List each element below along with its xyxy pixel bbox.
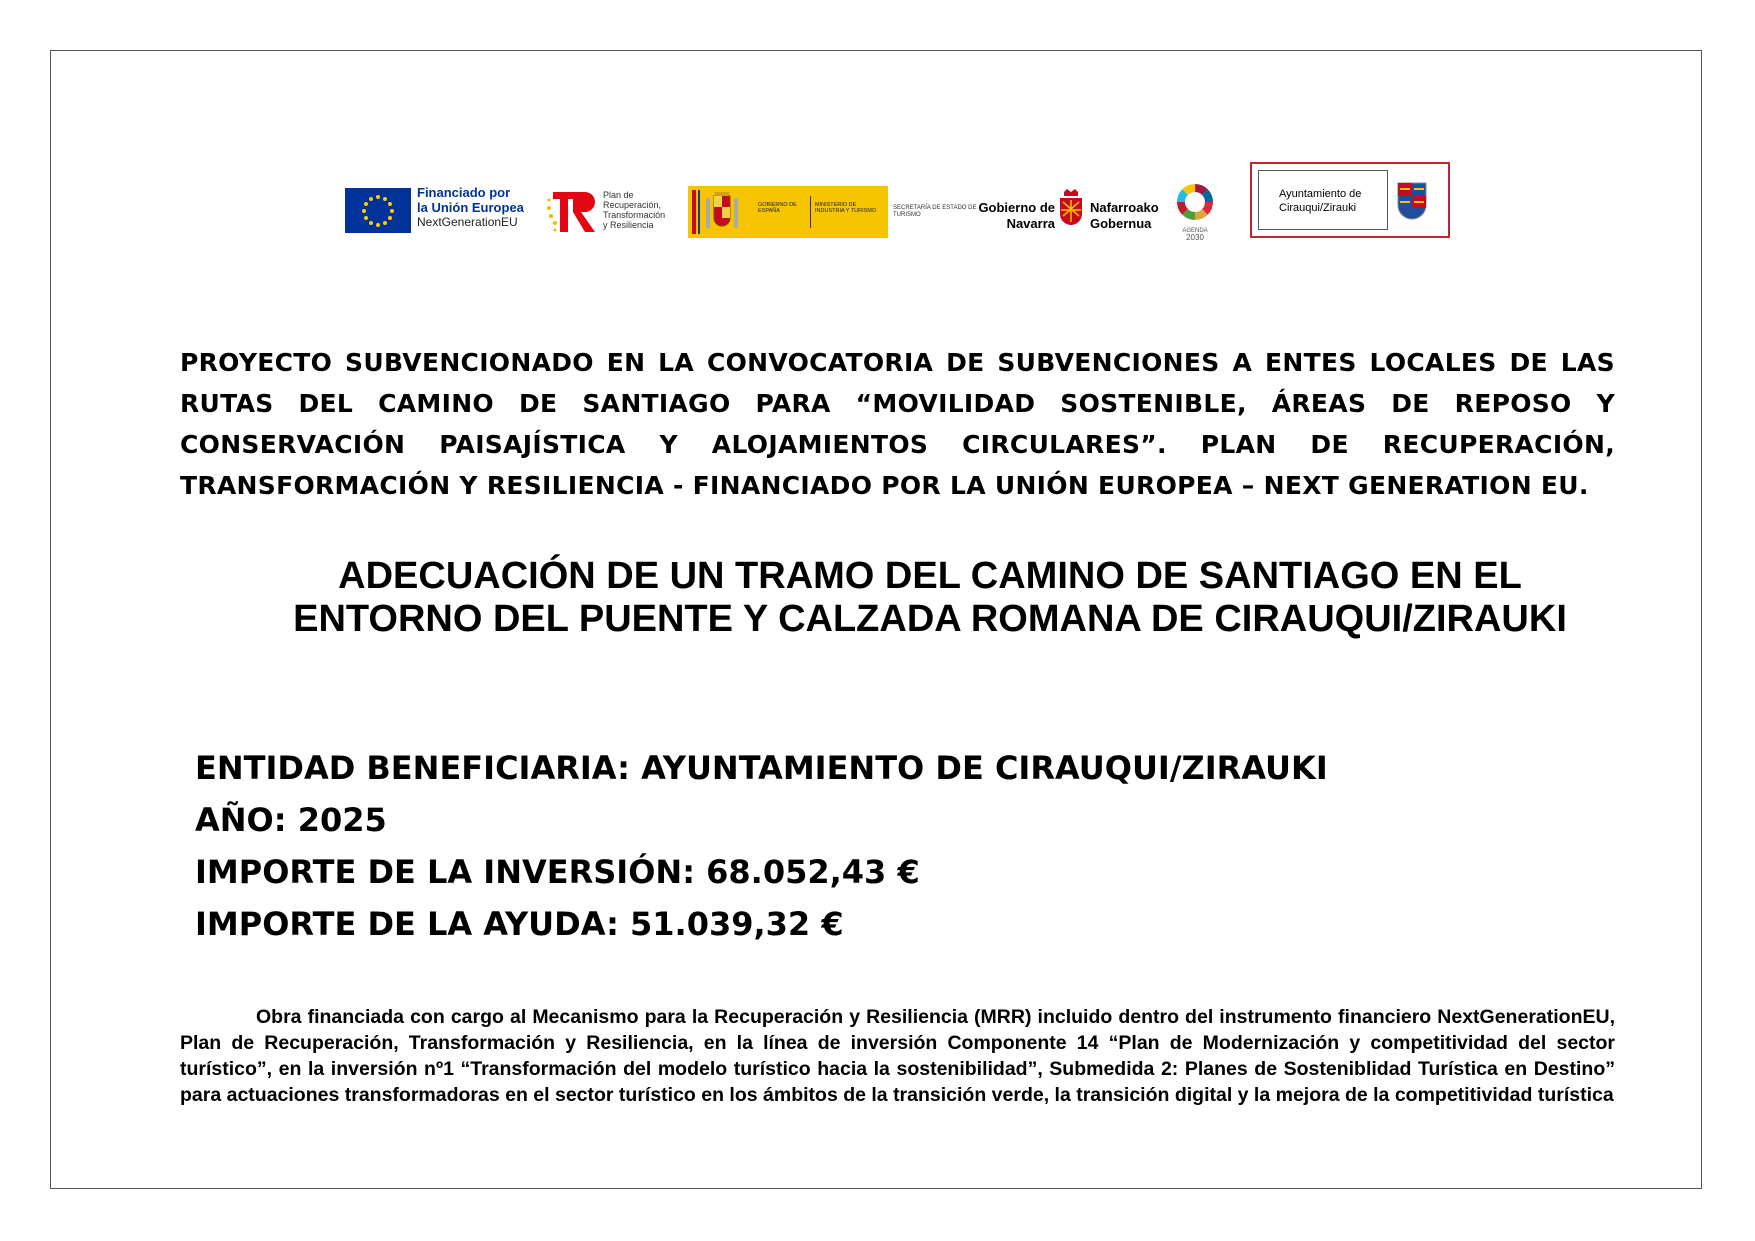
importe-ayuda: IMPORTE DE LA AYUDA: 51.039,32 € bbox=[195, 905, 844, 943]
importe-inversion: IMPORTE DE LA INVERSIÓN: 68.052,43 € bbox=[195, 853, 920, 891]
agenda-label: AGENDA bbox=[1182, 228, 1208, 234]
entidad-beneficiaria: ENTIDAD BENEFICIARIA: AYUNTAMIENTO DE CIRAUQUI/ZIRAUKI bbox=[195, 749, 1328, 787]
nafarroako-gobernua-label: Nafarroako Gobernua bbox=[1090, 200, 1159, 231]
intro-paragraph: PROYECTO SUBVENCIONADO EN LA CONVOCATORIA DE SUBVENCIONES A ENTES LOCALES DE LAS RUTAS DEL CAMINO DE SANTIAGO PARA “MOVILIDAD SOSTENIBLE, ÁREAS DE REPOSO Y CONSERVACIÓN PAISAJÍSTICA Y ALOJAMIENTOS CIRCULARES”. PLAN DE RECUPERACIÓN, TRANSFORMACIÓN Y RESILIENCIA - FINANCIADO POR LA UNIÓN EUROPEA – NEXT GENERATION EU. bbox=[180, 348, 1615, 500]
agenda-year: 2030 bbox=[1186, 233, 1204, 242]
cirauqui-shield-icon bbox=[1397, 182, 1427, 222]
project-title bbox=[200, 555, 1660, 641]
gobierno-navarra-label: Gobierno de Navarra bbox=[978, 200, 1055, 231]
ayuntamiento-label: Ayuntamiento de Cirauqui/Zirauki bbox=[1258, 170, 1388, 230]
project-title-line-1: ADECUACIÓN DE UN TRAMO DEL CAMINO DE SANTIAGO EN EL bbox=[338, 555, 1522, 597]
prtr-text: Plan de Recuperación, Transformación y Resiliencia bbox=[603, 190, 666, 230]
divider bbox=[810, 196, 811, 228]
spain-crest-icon bbox=[692, 190, 752, 234]
ministerio-label: MINISTERIO DE INDUSTRIA Y TURISMO bbox=[815, 202, 877, 214]
gobierno-espana-logo bbox=[688, 186, 888, 238]
anio: AÑO: 2025 bbox=[195, 801, 387, 839]
prtr-logo-icon bbox=[545, 186, 601, 236]
eu-flag-icon bbox=[345, 188, 411, 233]
navarra-shield-icon bbox=[1058, 188, 1084, 232]
project-details bbox=[195, 742, 1328, 950]
project-title-line-2: ENTORNO DEL PUENTE Y CALZADA ROMANA DE CIRAUQUI/ZIRAUKI bbox=[293, 598, 1567, 640]
eu-funding-text: Financiado por la Unión Europea NextGenerationEU bbox=[417, 185, 524, 229]
logo-strip bbox=[345, 160, 1460, 240]
agenda-2030-wheel-icon bbox=[1175, 182, 1215, 242]
ayuntamiento-logo bbox=[1250, 162, 1450, 238]
gobierno-espana-label: GOBIERNO DE ESPAÑA bbox=[758, 202, 797, 214]
footer-paragraph: Obra financiada con cargo al Mecanismo para la Recuperación y Resiliencia (MRR) incluido dentro del instrumento financiero NextGenerationEU, Plan de Recuperación, Transformación y Resiliencia, en la línea de inversión Componente 14 “Plan de Modernización y competitividad del sector turístico”, en la inversión nº1 “Transformación del modelo turístico hacia la sostenibilidad”, Submedida 2: Planes de Sosteniblidad Turística en Destino” para actuaciones transformadoras en el sector turístico en los ámbitos de la transición verde, la transición digital y la mejora de la competitividad turística bbox=[180, 1006, 1615, 1106]
secretaria-turismo-label: SECRETARÍA DE ESTADO DE TURISMO bbox=[893, 205, 977, 218]
